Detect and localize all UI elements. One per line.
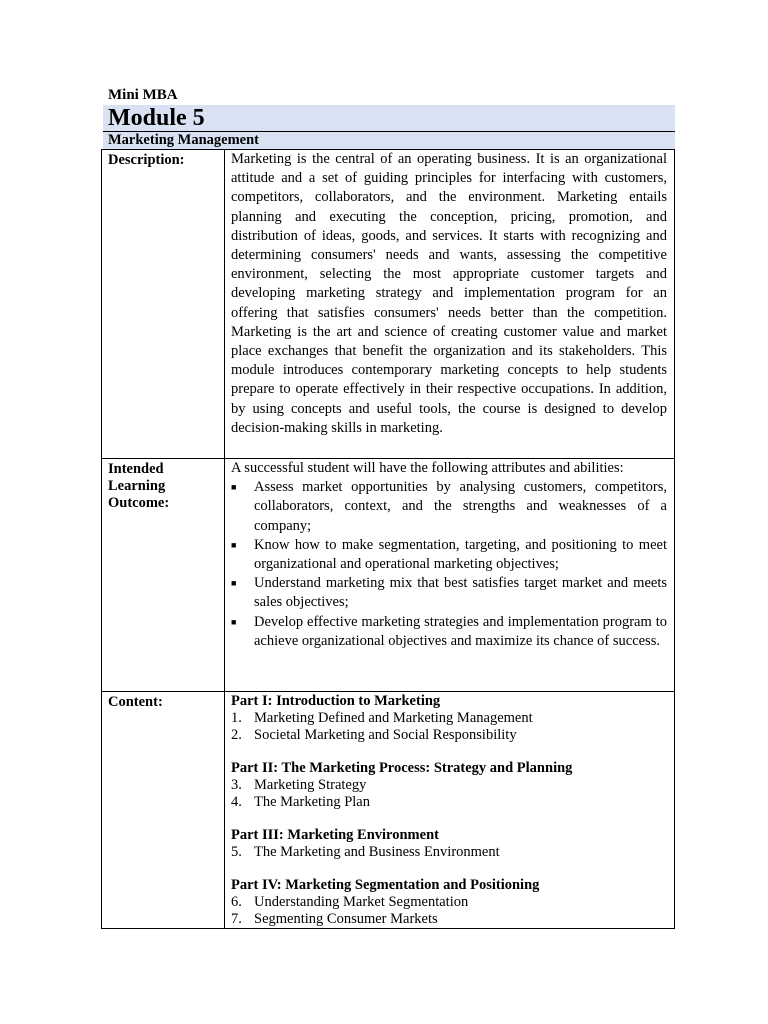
ilo-item-text: Understand marketing mix that best satisfies target market and meets sales objectives;: [254, 575, 667, 611]
module-table: [101, 149, 675, 929]
part-item: [231, 911, 667, 928]
part-item-text: The Marketing Plan: [254, 794, 370, 810]
part-item-text: The Marketing and Business Environment: [254, 844, 500, 860]
ilo-row: [102, 459, 675, 692]
ilo-label-line: Intended: [108, 461, 164, 477]
part-item-number: 7.: [231, 911, 242, 927]
ilo-label-line: Outcome:: [108, 495, 170, 511]
square-bullet-icon: ■: [231, 539, 237, 550]
ilo-item-text: Assess market opportunities by analysing customers, competitors, collaborators, context, and the strengths and weaknesses of a company;: [254, 479, 667, 534]
ilo-label-line: Learning: [108, 478, 166, 494]
content-cell: [225, 692, 675, 929]
description-cell: [225, 150, 675, 459]
ilo-item: [231, 536, 667, 574]
content-row: [102, 692, 675, 929]
description-label: Description:: [102, 150, 225, 459]
part-item-number: 2.: [231, 727, 242, 743]
ilo-item: [231, 574, 667, 612]
part-item-number: 5.: [231, 844, 242, 860]
part-item: [231, 710, 667, 727]
ilo-cell: [225, 459, 675, 692]
square-bullet-icon: ■: [231, 482, 237, 493]
description-text: Marketing is the central of an operating business. It is an organizational attitude and a set of guiding principles for interfacing with customers, competitors, collaborators, and the environment. Marketing entails planning and executing the conception, pricing, promotion, and distribution of ideas, goods, and services. It starts with recognizing and determining consumers' needs and wants, assessing the competitive environment, selecting the most appropriate customer targets and developing marketing strategy and implementation program for an offering that satisfies consumers' needs better than the competition. Marketing is the art and science of creating customer value and market place exchanges that benefit the organization and its stakeholders. This module introduces contemporary marketing concepts to help students prepare to operate effectively in their respective occupations. In addition, by using concepts and useful tools, the course is designed to develop decision-making skills in marketing.: [231, 151, 667, 436]
part-item-text: Marketing Defined and Marketing Management: [254, 710, 533, 726]
module-title: Module 5: [108, 105, 205, 131]
content-part: [231, 692, 667, 744]
part-item-number: 1.: [231, 710, 242, 726]
subject-bar: [103, 132, 675, 149]
content-part: [231, 759, 667, 811]
part-item: [231, 777, 667, 794]
part-item: [231, 794, 667, 811]
ilo-item-text: Know how to make segmentation, targeting, and positioning to meet organizational and operational marketing objectives;: [254, 536, 667, 573]
part-title: Part I: Introduction to Marketing: [231, 693, 441, 709]
content-part: [231, 876, 667, 928]
part-item-text: Marketing Strategy: [254, 777, 367, 793]
part-item-number: 3.: [231, 777, 242, 793]
ilo-item: [231, 478, 667, 536]
program-title: Mini MBA: [108, 87, 178, 103]
ilo-list: [231, 478, 667, 651]
part-title: Part III: Marketing Environment: [231, 827, 439, 843]
content-label: Content:: [102, 692, 225, 929]
part-title: Part IV: Marketing Segmentation and Positioning: [231, 877, 540, 893]
subject-title: Marketing Management: [108, 132, 260, 148]
ilo-intro: A successful student will have the following attributes and abilities:: [231, 460, 624, 476]
part-item-text: Understanding Market Segmentation: [254, 894, 469, 910]
part-title: Part II: The Marketing Process: Strategy and Planning: [231, 760, 573, 776]
square-bullet-icon: ■: [231, 578, 237, 589]
square-bullet-icon: ■: [231, 616, 237, 627]
part-item-number: 6.: [231, 894, 242, 910]
part-item: [231, 894, 667, 911]
ilo-item-text: Develop effective marketing strategies and implementation program to achieve organizational objectives and maximize its chance of success.: [254, 613, 667, 649]
ilo-label: [102, 459, 225, 692]
ilo-item: [231, 613, 667, 651]
part-item-text: Segmenting Consumer Markets: [254, 911, 438, 927]
part-item-text: Societal Marketing and Social Responsibility: [254, 727, 517, 743]
part-item: [231, 844, 667, 861]
module-bar: [103, 105, 675, 132]
part-item: [231, 727, 667, 744]
description-row: [102, 150, 675, 459]
content-part: [231, 826, 667, 861]
part-item-number: 4.: [231, 794, 242, 810]
